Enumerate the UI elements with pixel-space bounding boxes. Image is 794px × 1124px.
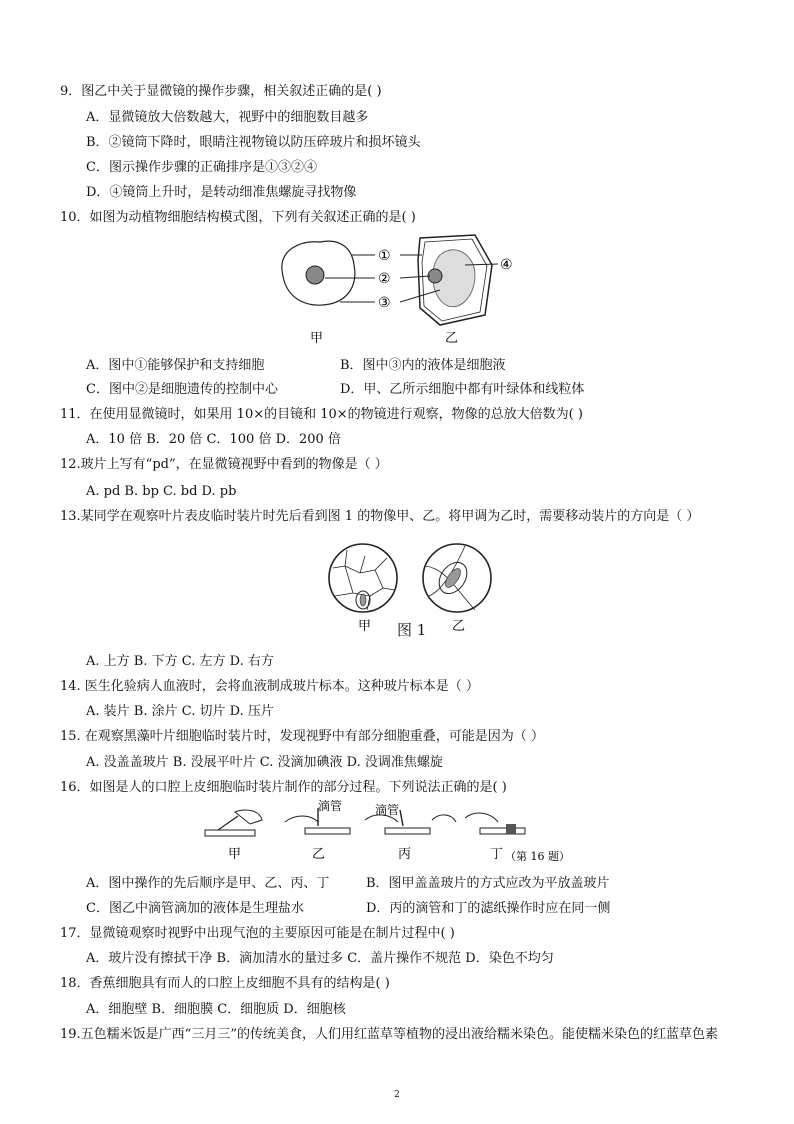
cell-caption-yi: 乙 [445, 331, 459, 346]
q9-option-b: B．②镜筒下降时，眼睛注视物镜以防压碎玻片和损坏镜头 [86, 135, 421, 150]
q15-stem: 15. 在观察黑藻叶片细胞临时装片时，发现视野中有部分细胞重叠，可能是因为（ ） [60, 729, 544, 744]
dropper-label-1: 滴管 [318, 800, 343, 813]
q15-options: A. 没盖盖玻片 B. 没展平叶片 C. 没滴加碘液 D. 没调准焦螺旋 [86, 755, 443, 770]
cell-label-4: ④ [500, 257, 513, 273]
q19-stem: 19.五色糯米饭是广西“三月三”的传统美食，人们用红蓝草等植物的浸出液给糯米染色。能使糯米染色的红蓝草色素 [60, 1027, 718, 1042]
q11-stem: 11．在使用显微镜时，如果用 10×的目镜和 10×的物镜进行观察，物像的总放大倍数为( ) [60, 407, 583, 422]
q17-stem: 17．显微镜观察时视野中出现气泡的主要原因可能是在制片过程中( ) [60, 926, 455, 941]
figure-1-title: 图 1 [397, 621, 427, 639]
q9-stem: 9．图乙中关于显微镜的操作步骤，相关叙述正确的是( ) [60, 84, 382, 99]
prep-caption-yi: 乙 [312, 847, 326, 862]
slide-prep-figure [200, 800, 610, 864]
q10-option-d: D．甲、乙所示细胞中都有叶绿体和线粒体 [340, 382, 585, 397]
q16-option-b: B．图甲盖盖玻片的方式应改为平放盖玻片 [366, 876, 610, 891]
figure-16-note: （第 16 题） [505, 850, 570, 863]
dropper-label-2: 滴管 [375, 803, 400, 817]
q10-option-a: A．图中①能够保护和支持细胞 [86, 358, 265, 373]
view-caption-jia: 甲 [358, 619, 372, 634]
cell-caption-jia: 甲 [310, 331, 324, 346]
prep-caption-jia: 甲 [228, 847, 242, 862]
cell-label-2: ② [378, 271, 391, 287]
q16-stem: 16．如图是人的口腔上皮细胞临时装片制作的部分过程。下列说法正确的是( ) [60, 780, 507, 795]
q16-option-a: A．图中操作的先后顺序是甲、乙、丙、丁 [86, 876, 330, 891]
q18-options: A．细胞壁 B．细胞膜 C．细胞质 D．细胞核 [86, 1002, 346, 1017]
q14-options: A. 装片 B. 涂片 C. 切片 D. 压片 [86, 704, 274, 719]
q13-options: A. 上方 B. 下方 C. 左方 D. 右方 [86, 654, 274, 669]
q18-stem: 18．香蕉细胞具有而人的口腔上皮细胞不具有的结构是( ) [60, 976, 390, 991]
q10-option-c: C．图中②是细胞遗传的控制中心 [86, 382, 278, 397]
q10-stem: 10．如图为动植物细胞结构模式图，下列有关叙述正确的是( ) [60, 210, 416, 225]
prep-caption-bing: 丙 [398, 847, 412, 862]
view-caption-yi: 乙 [452, 619, 466, 634]
cell-diagram [270, 230, 530, 348]
q9-option-a: A．显微镜放大倍数越大，视野中的细胞数目越多 [86, 110, 369, 125]
q12-stem: 12.玻片上写有“pd”，在显微镜视野中看到的物像是（ ） [60, 457, 388, 472]
q9-option-d: D．④镜筒上升时，是转动细准焦螺旋寻找物像 [86, 185, 357, 200]
q14-stem: 14. 医生化验病人血液时，会将血液制成玻片标本。这种玻片标本是（ ） [60, 679, 479, 694]
cell-label-3: ③ [378, 295, 391, 311]
q9-option-c: C．图示操作步骤的正确排序是①③②④ [86, 160, 317, 175]
q13-stem: 13.某同学在观察叶片表皮临时装片时先后看到图 1 的物像甲、乙。将甲调为乙时，需要移动装片的方向是（ ） [60, 509, 700, 524]
cell-label-1: ① [378, 248, 391, 264]
q10-option-b: B．图中③内的液体是细胞液 [340, 358, 506, 373]
q17-options: A．玻片没有擦拭干净 B．滴加清水的量过多 C．盖片操作不规范 D．染色不均匀 [86, 951, 554, 966]
q11-options: A．10 倍 B．20 倍 C．100 倍 D．200 倍 [86, 432, 341, 447]
q16-option-d: D．丙的滴管和丁的滤纸操作时应在同一侧 [366, 901, 611, 916]
prep-caption-ding: 丁 [490, 847, 504, 862]
q12-options: A. pd B. bp C. bd D. pb [86, 484, 237, 499]
q16-option-c: C．图乙中滴管滴加的液体是生理盐水 [86, 901, 304, 916]
page-number: 2 [394, 1090, 400, 1100]
